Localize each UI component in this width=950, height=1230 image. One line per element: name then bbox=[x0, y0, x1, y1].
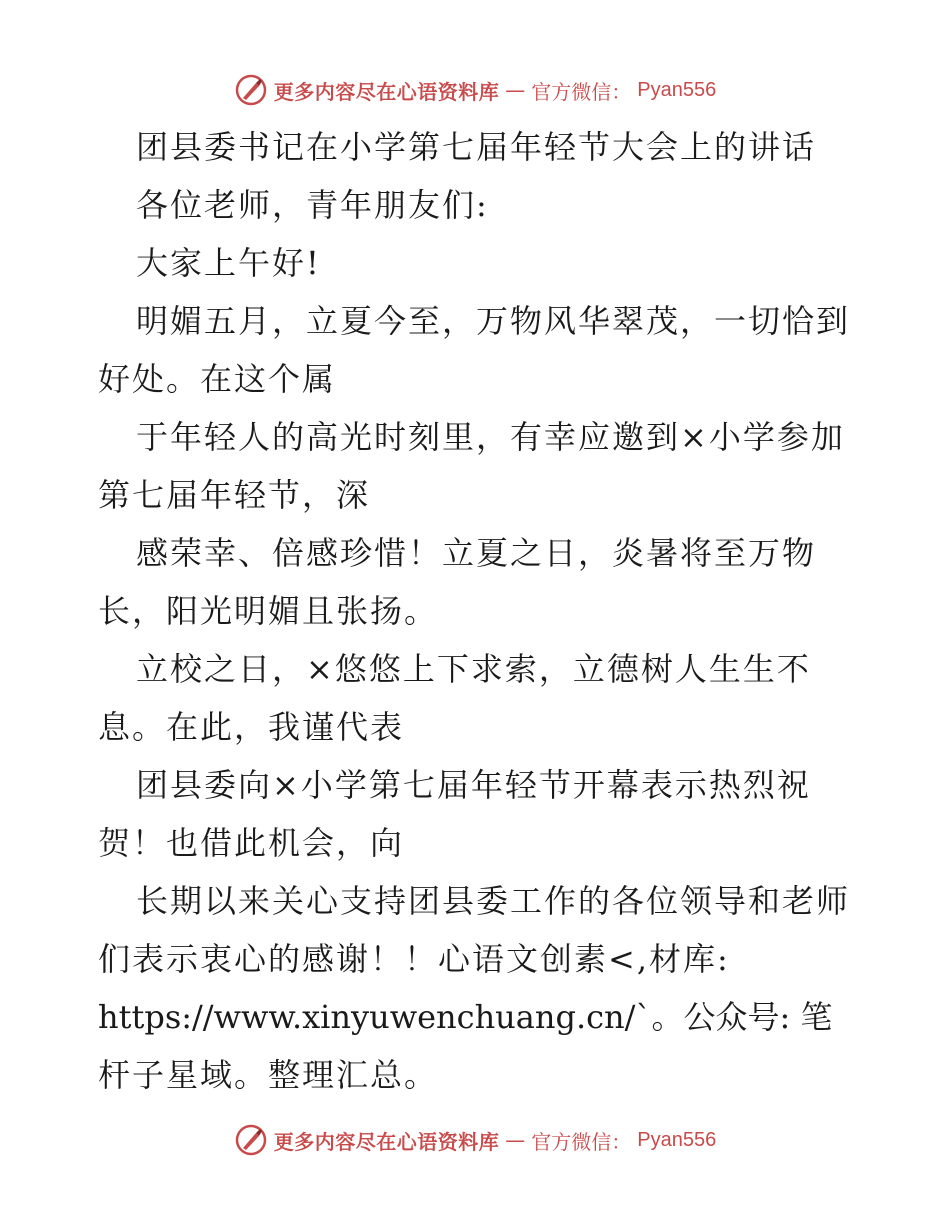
paragraph-line: 于年轻人的高光时刻里，有幸应邀到×小学参加 bbox=[136, 418, 845, 456]
paragraph-line: 息。在此，我谨代表 bbox=[98, 708, 405, 746]
paragraph-line: 长，阳光明媚且张扬。 bbox=[98, 592, 439, 630]
header-banner bbox=[0, 70, 950, 110]
document-title: 团县委书记在小学第七届年轻节大会上的讲话 bbox=[136, 128, 817, 166]
banner-wechat-handle: Pyan556 bbox=[637, 1128, 717, 1151]
paragraph-line: 明媚五月，立夏今至，万物风华翠茂，一切恰到 bbox=[136, 302, 851, 340]
paragraph-line: 感荣幸、倍感珍惜！立夏之日，炎暑将至万物 bbox=[136, 534, 817, 572]
banner-separator: — bbox=[505, 78, 526, 102]
document-body bbox=[98, 118, 858, 1104]
banner-brand-text: 更多内容尽在心语资料库 bbox=[273, 79, 500, 104]
banner-official-label: 官方微信： bbox=[531, 1129, 632, 1154]
footer-banner bbox=[0, 1120, 950, 1160]
paragraph-line: 第七届年轻节，深 bbox=[98, 476, 371, 514]
greeting-line: 大家上午好! bbox=[136, 244, 321, 282]
greeting-line: 各位老师，青年朋友们: bbox=[136, 186, 489, 224]
banner-separator: — bbox=[505, 1128, 526, 1152]
paragraph-line: 贺！也借此机会，向 bbox=[98, 824, 405, 862]
banner-brand-text: 更多内容尽在心语资料库 bbox=[273, 1129, 500, 1154]
banner-wechat-handle: Pyan556 bbox=[637, 78, 717, 101]
paragraph-line-url: https://www.xinyuwenchuang.cn/`。公众号: 笔 bbox=[98, 998, 833, 1036]
paragraph-line: 好处。在这个属 bbox=[98, 360, 337, 398]
pen-logo-icon bbox=[234, 73, 268, 107]
pen-logo-icon bbox=[234, 1123, 268, 1157]
banner-official-label: 官方微信： bbox=[531, 79, 632, 104]
paragraph-line: 杆子星域。整理汇总。 bbox=[98, 1056, 439, 1094]
paragraph-line: 立校之日，×悠悠上下求索，立德树人生生不 bbox=[136, 650, 811, 688]
paragraph-line: 们表示衷心的感谢！！心语文创素<,材库: bbox=[98, 940, 730, 978]
paragraph-line: 团县委向×小学第七届年轻节开幕表示热烈祝 bbox=[136, 766, 811, 804]
paragraph-line: 长期以来关心支持团县委工作的各位领导和老师 bbox=[136, 882, 851, 920]
